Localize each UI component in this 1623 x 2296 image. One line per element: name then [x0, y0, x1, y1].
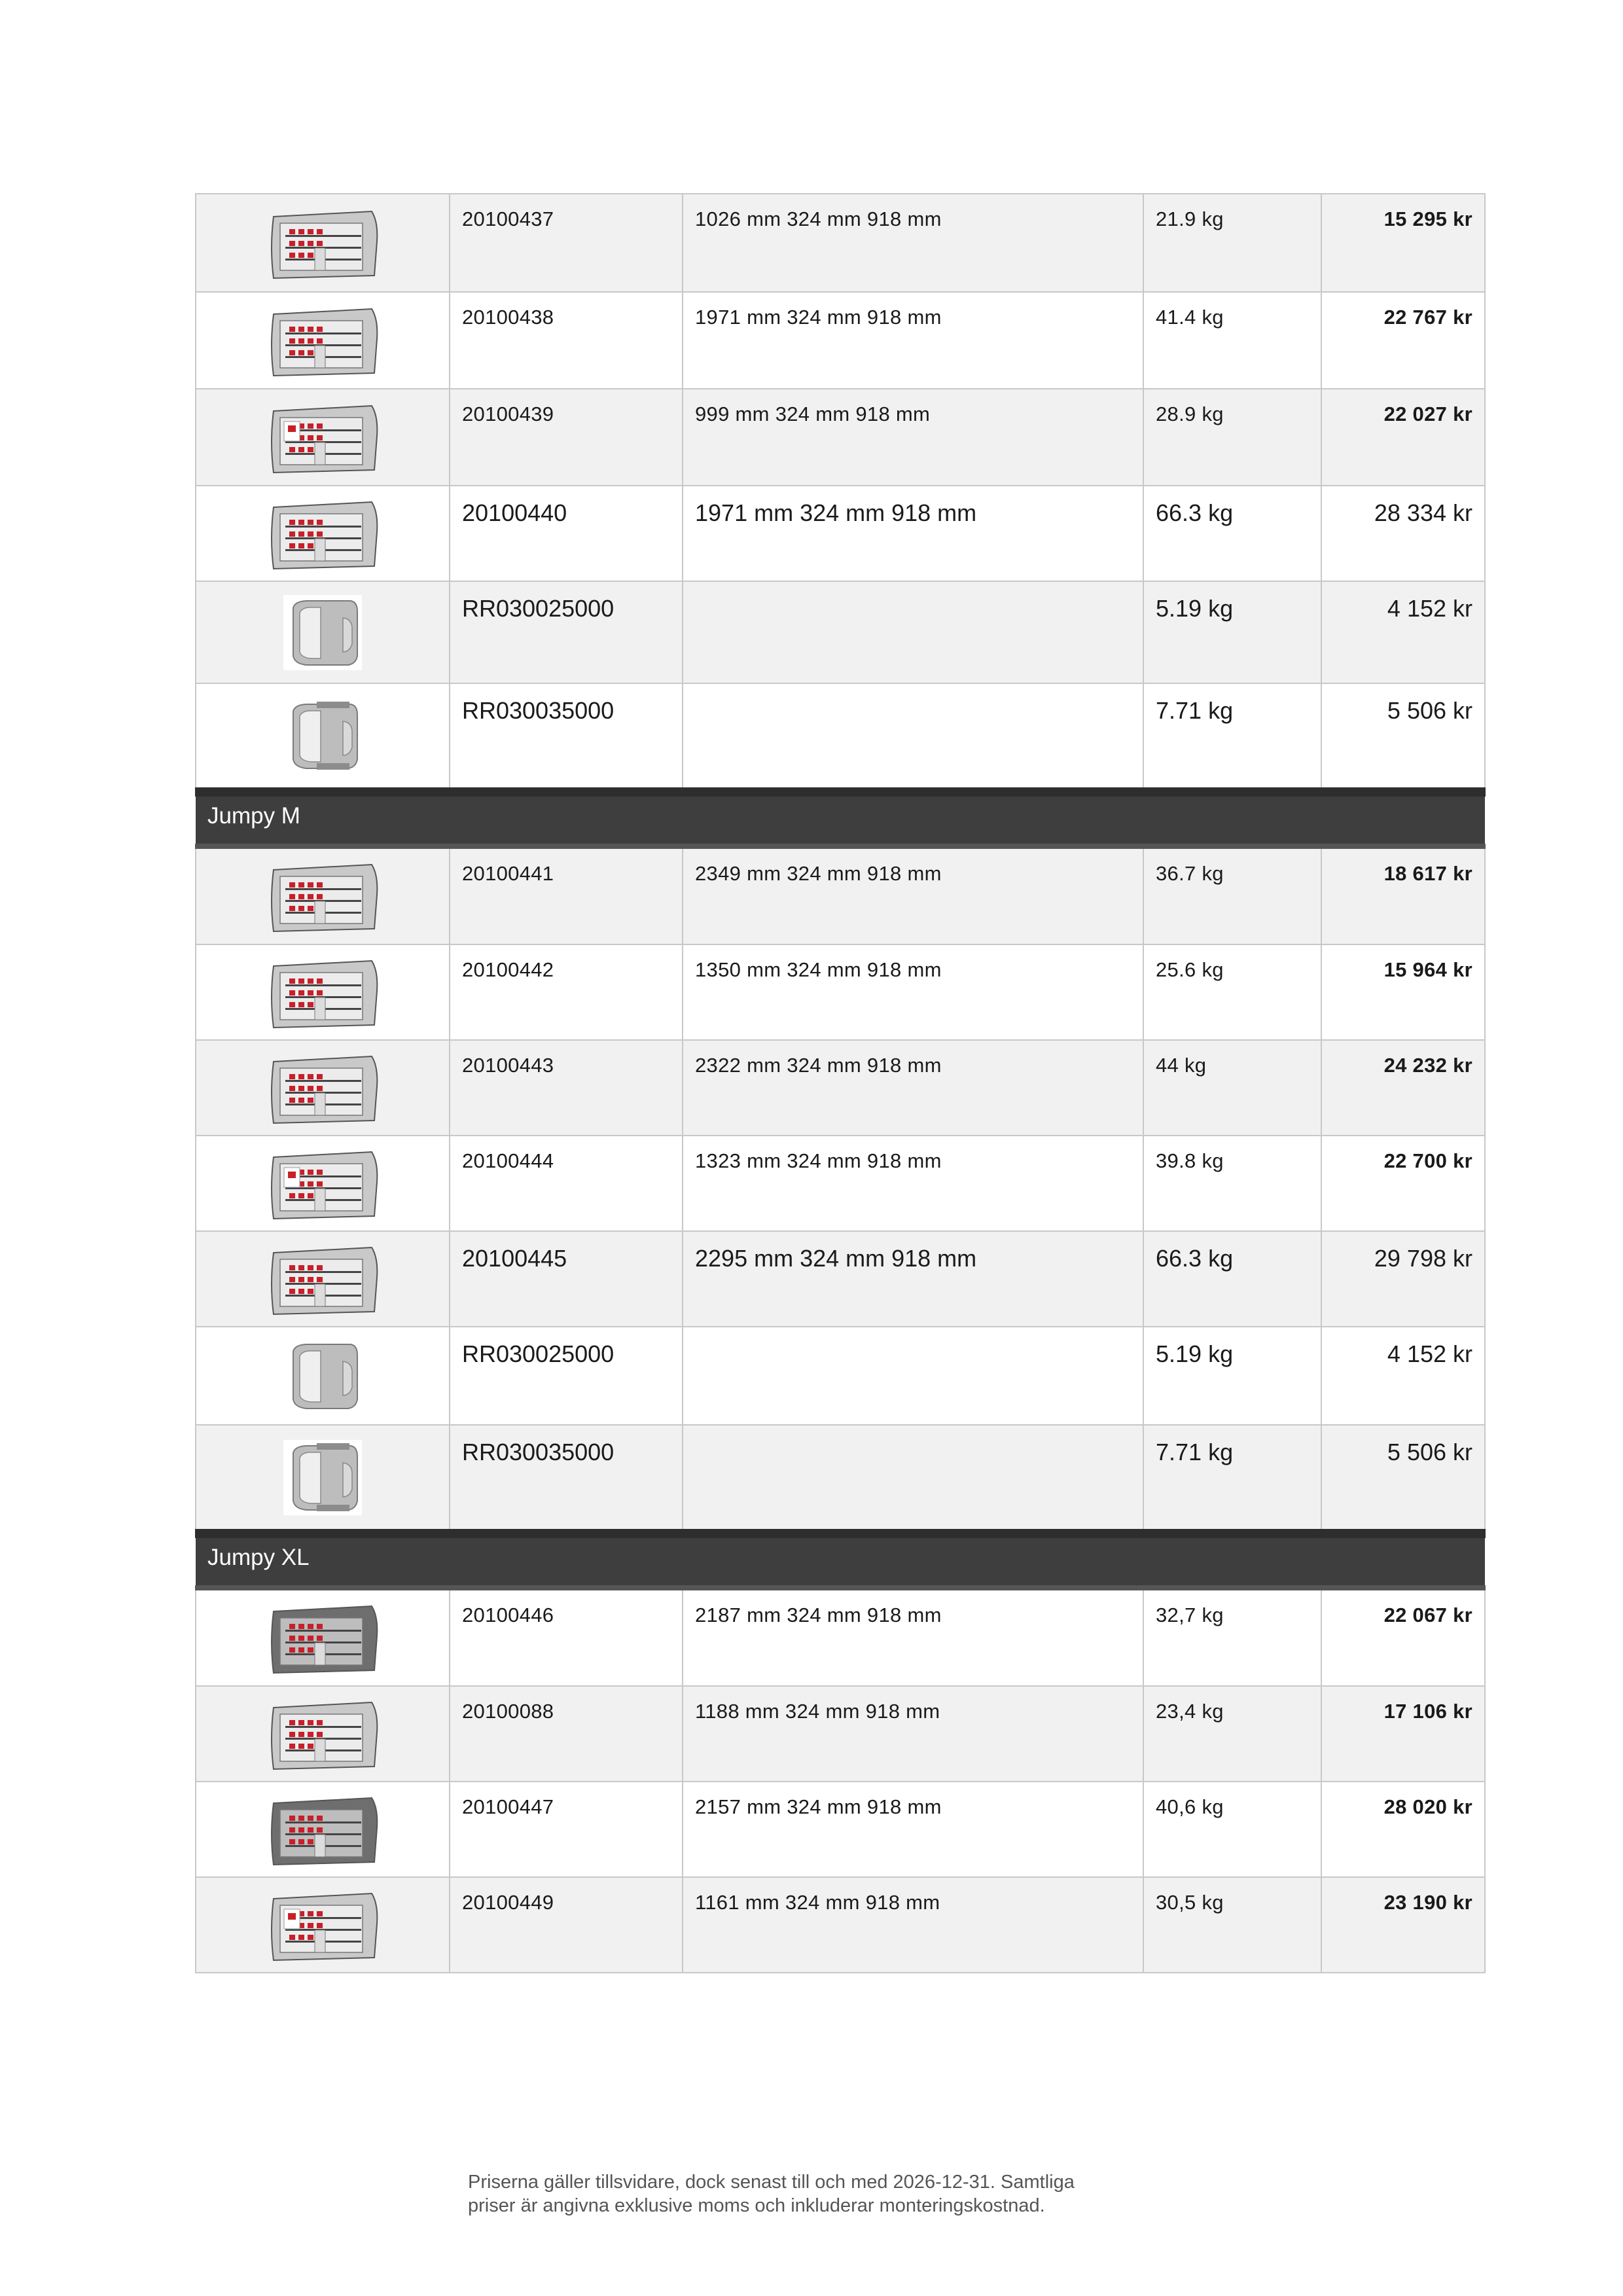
product-image [196, 1686, 450, 1782]
price: 5 506 kr [1321, 683, 1485, 792]
weight: 23,4 kg [1143, 1686, 1321, 1782]
product-image [196, 1327, 450, 1425]
article-number: 20100447 [450, 1782, 683, 1877]
article-number: RR030035000 [450, 683, 683, 792]
table-row [196, 1327, 1485, 1425]
weight: 25.6 kg [1143, 944, 1321, 1040]
table-row [196, 1686, 1485, 1782]
price: 23 190 kr [1321, 1877, 1485, 1973]
table-row [196, 581, 1485, 683]
weight: 41.4 kg [1143, 292, 1321, 389]
dimensions [683, 1327, 1143, 1425]
table-row [196, 1588, 1485, 1686]
article-number: RR030025000 [450, 581, 683, 683]
article-number: RR030035000 [450, 1425, 683, 1534]
article-number: 20100445 [450, 1231, 683, 1327]
product-image [196, 1782, 450, 1877]
price: 24 232 kr [1321, 1040, 1485, 1136]
dimensions [683, 683, 1143, 792]
product-image [196, 486, 450, 581]
price: 28 020 kr [1321, 1782, 1485, 1877]
weight: 36.7 kg [1143, 846, 1321, 944]
dimensions: 2349 mm 324 mm 918 mm [683, 846, 1143, 944]
weight: 28.9 kg [1143, 389, 1321, 486]
table-row [196, 1136, 1485, 1231]
price: 4 152 kr [1321, 1327, 1485, 1425]
article-number: 20100439 [450, 389, 683, 486]
table-row [196, 1231, 1485, 1327]
product-image [196, 1040, 450, 1136]
article-number: RR030025000 [450, 1327, 683, 1425]
weight: 39.8 kg [1143, 1136, 1321, 1231]
footer-line-2: priser är angivna exklusive moms och inkluderar monteringskostnad. [468, 2195, 1045, 2216]
section-header [196, 1534, 1485, 1588]
weight: 40,6 kg [1143, 1782, 1321, 1877]
product-image [196, 1136, 450, 1231]
dimensions: 999 mm 324 mm 918 mm [683, 389, 1143, 486]
price: 4 152 kr [1321, 581, 1485, 683]
table-row [196, 292, 1485, 389]
article-number: 20100438 [450, 292, 683, 389]
product-image [196, 944, 450, 1040]
product-image [196, 1231, 450, 1327]
dimensions: 1026 mm 324 mm 918 mm [683, 194, 1143, 292]
dimensions [683, 581, 1143, 683]
table-row [196, 1877, 1485, 1973]
weight: 7.71 kg [1143, 1425, 1321, 1534]
table-row [196, 1040, 1485, 1136]
price: 22 027 kr [1321, 389, 1485, 486]
table-row [196, 846, 1485, 944]
weight: 44 kg [1143, 1040, 1321, 1136]
table-row [196, 683, 1485, 792]
article-number: 20100088 [450, 1686, 683, 1782]
price: 22 700 kr [1321, 1136, 1485, 1231]
dimensions [683, 1425, 1143, 1534]
product-image [196, 1588, 450, 1686]
section-title: Jumpy M [196, 792, 1485, 846]
weight: 32,7 kg [1143, 1588, 1321, 1686]
dimensions: 1188 mm 324 mm 918 mm [683, 1686, 1143, 1782]
price: 22 067 kr [1321, 1588, 1485, 1686]
product-price-table [195, 193, 1486, 1973]
price: 28 334 kr [1321, 486, 1485, 581]
dimensions: 2157 mm 324 mm 918 mm [683, 1782, 1143, 1877]
weight: 66.3 kg [1143, 486, 1321, 581]
table-row [196, 1425, 1485, 1534]
product-image [196, 1425, 450, 1534]
product-image [196, 389, 450, 486]
section-header [196, 792, 1485, 846]
table-row [196, 1782, 1485, 1877]
product-image [196, 1877, 450, 1973]
weight: 7.71 kg [1143, 683, 1321, 792]
product-image [196, 292, 450, 389]
weight: 30,5 kg [1143, 1877, 1321, 1973]
dimensions: 1350 mm 324 mm 918 mm [683, 944, 1143, 1040]
dimensions: 2322 mm 324 mm 918 mm [683, 1040, 1143, 1136]
dimensions: 1971 mm 324 mm 918 mm [683, 292, 1143, 389]
article-number: 20100437 [450, 194, 683, 292]
dimensions: 1323 mm 324 mm 918 mm [683, 1136, 1143, 1231]
dimensions: 2187 mm 324 mm 918 mm [683, 1588, 1143, 1686]
weight: 5.19 kg [1143, 581, 1321, 683]
dimensions: 1161 mm 324 mm 918 mm [683, 1877, 1143, 1973]
footer-note [468, 2170, 1188, 2217]
weight: 5.19 kg [1143, 1327, 1321, 1425]
dimensions: 1971 mm 324 mm 918 mm [683, 486, 1143, 581]
product-image [196, 683, 450, 792]
product-image [196, 194, 450, 292]
article-number: 20100443 [450, 1040, 683, 1136]
article-number: 20100446 [450, 1588, 683, 1686]
table-row [196, 194, 1485, 292]
table-row [196, 389, 1485, 486]
article-number: 20100444 [450, 1136, 683, 1231]
article-number: 20100442 [450, 944, 683, 1040]
article-number: 20100441 [450, 846, 683, 944]
weight: 21.9 kg [1143, 194, 1321, 292]
price: 22 767 kr [1321, 292, 1485, 389]
footer-line-1: Priserna gäller tillsvidare, dock senast till och med 2026-12-31. Samtliga [468, 2172, 1075, 2193]
price: 5 506 kr [1321, 1425, 1485, 1534]
article-number: 20100449 [450, 1877, 683, 1973]
price: 15 964 kr [1321, 944, 1485, 1040]
price: 17 106 kr [1321, 1686, 1485, 1782]
product-image [196, 581, 450, 683]
table-row [196, 944, 1485, 1040]
weight: 66.3 kg [1143, 1231, 1321, 1327]
dimensions: 2295 mm 324 mm 918 mm [683, 1231, 1143, 1327]
product-image [196, 846, 450, 944]
article-number: 20100440 [450, 486, 683, 581]
price: 15 295 kr [1321, 194, 1485, 292]
section-title: Jumpy XL [196, 1534, 1485, 1588]
table-row [196, 486, 1485, 581]
price: 29 798 kr [1321, 1231, 1485, 1327]
price: 18 617 kr [1321, 846, 1485, 944]
